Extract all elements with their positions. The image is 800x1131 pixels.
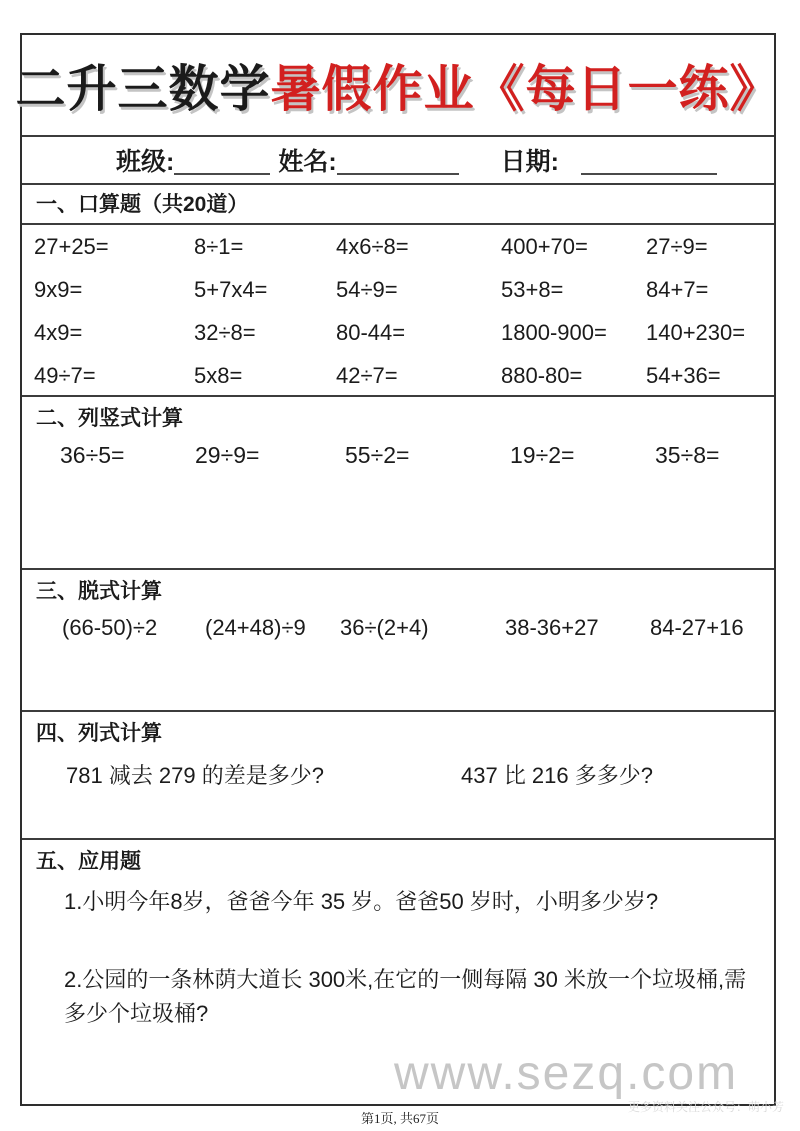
oral-problem: 1800-900= — [501, 319, 607, 345]
section-vertical-problems — [22, 442, 774, 469]
section-oral-problems — [22, 225, 774, 397]
section-vertical-calculation — [22, 397, 774, 570]
oral-problem: 5+7x4= — [194, 276, 268, 302]
watermark-subtext: 更多资料关注公众号：萌小芳 — [628, 1100, 785, 1114]
stepwise-problem: 38-36+27 — [505, 615, 599, 640]
vertical-problem: 19÷2= — [510, 442, 575, 468]
section-expression-calculation — [22, 712, 774, 840]
section-expression-problems — [22, 759, 774, 790]
section-expression-header: 四、列式计算 — [36, 722, 162, 745]
section-stepwise-header: 三、脱式计算 — [36, 580, 162, 603]
oral-problem: 140+230= — [646, 319, 746, 345]
name-label: 姓名: — [278, 148, 337, 176]
section-stepwise-calculation — [22, 570, 774, 712]
section-vertical-header: 二、列竖式计算 — [36, 407, 183, 430]
oral-problem: 80-44= — [336, 319, 406, 345]
title-bar — [15, 35, 781, 137]
oral-problem: 32÷8= — [194, 319, 256, 345]
oral-problem: 54+36= — [646, 362, 721, 388]
oral-problem: 400+70= — [501, 233, 588, 259]
section-word-header: 五、应用题 — [36, 850, 141, 873]
oral-problem: 4x6÷8= — [336, 233, 409, 259]
oral-problem: 880-80= — [501, 362, 583, 388]
oral-problem: 9x9= — [34, 276, 83, 302]
page-number-footer: 第1页, 共67页 — [360, 1111, 439, 1126]
oral-problem: 27÷9= — [646, 233, 708, 259]
stepwise-problem: (24+48)÷9 — [205, 615, 306, 640]
oral-problem: 49÷7= — [34, 362, 96, 388]
expression-problem: 437 比 216 多多少? — [461, 763, 653, 788]
oral-problem: 42÷7= — [336, 362, 398, 388]
oral-problem: 4x9= — [34, 319, 83, 345]
oral-problem: 53+8= — [501, 276, 564, 302]
watermark-text: www.sezq.com — [394, 1047, 739, 1100]
oral-problem: 8÷1= — [194, 233, 244, 259]
word-problem: 2.公园的一条林荫大道长 300米,在它的一侧每隔 30 米放一个垃圾桶,需多少个垃圾桶? — [64, 967, 747, 1026]
expression-problem: 781 减去 279 的差是多少? — [66, 763, 324, 788]
class-label: 班级: — [116, 148, 175, 176]
vertical-problem: 35÷8= — [655, 442, 720, 468]
page-title — [16, 49, 781, 121]
worksheet-border-frame — [15, 33, 781, 1106]
name-blank-line — [337, 145, 459, 175]
vertical-problem: 36÷5= — [60, 442, 125, 468]
date-label: 日期: — [500, 148, 559, 176]
oral-problem: 5x8= — [194, 362, 243, 388]
page-title-black: 二升三数学 — [15, 61, 271, 117]
date-blank-line — [581, 145, 717, 175]
student-info-row — [22, 137, 774, 185]
oral-problem: 27+25= — [34, 233, 109, 259]
vertical-problem: 29÷9= — [195, 442, 260, 468]
stepwise-problem: (66-50)÷2 — [62, 615, 158, 640]
stepwise-problem: 84-27+16 — [650, 615, 744, 640]
vertical-problem: 55÷2= — [345, 442, 410, 468]
stepwise-problem: 36÷(2+4) — [340, 615, 429, 640]
oral-problem: 54÷9= — [336, 276, 398, 302]
page-title-red: 暑假作业《每日一练》 — [270, 61, 781, 117]
section-stepwise-problems — [22, 615, 774, 641]
oral-problem: 84+7= — [646, 276, 709, 302]
class-blank-line — [174, 145, 270, 175]
section-oral-header: 一、口算题（共20道） — [22, 185, 774, 225]
word-problem: 1.小明今年8岁，爸爸今年 35 岁。爸爸50 岁时，小明多少岁? — [64, 889, 659, 914]
